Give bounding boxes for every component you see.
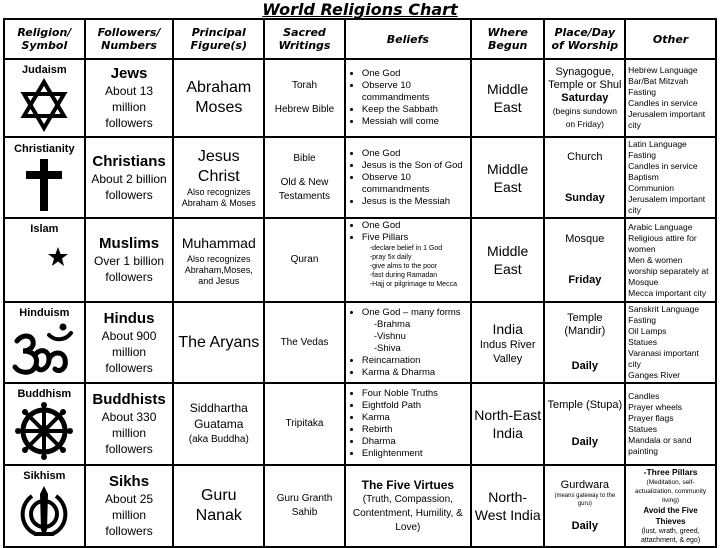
other-item: Prayer flags bbox=[628, 413, 674, 423]
chart-title: World Religions Chart bbox=[262, 0, 458, 19]
belief-item: • Jesus is the Son of God bbox=[362, 160, 468, 172]
followers-count: About 25 million followers bbox=[105, 492, 154, 538]
other-item: Mecca important city bbox=[628, 287, 707, 298]
other-item: Varanasi important city bbox=[628, 348, 699, 369]
belief-item: • Rebirth bbox=[362, 424, 468, 436]
other-item: Avoid the Five Thieves bbox=[643, 506, 698, 526]
belief-item: • Four Noble Truths bbox=[362, 388, 468, 400]
writings-cell bbox=[264, 383, 345, 465]
other-item: Statues bbox=[628, 337, 657, 347]
worship-place: Gurdwara bbox=[560, 479, 609, 491]
worship-place: Mosque bbox=[565, 233, 605, 245]
followers-count: About 330 million followers bbox=[101, 410, 157, 456]
other-item: Baptism bbox=[628, 172, 659, 182]
worship-cell bbox=[544, 59, 625, 137]
other-item: Hebrew Language bbox=[628, 65, 698, 75]
pillar-item: -declare belief in 1 God bbox=[369, 245, 443, 252]
pillar-item: -give alms to the poor bbox=[369, 263, 438, 270]
other-item: (lust, wrath, greed, attachment, & ego) bbox=[641, 528, 701, 544]
god-item: -Vishnu bbox=[373, 330, 406, 342]
belief-item: • Dharma bbox=[362, 436, 468, 448]
other-item: Oil Lamps bbox=[628, 326, 667, 336]
begun-cell: North-East India bbox=[471, 383, 545, 465]
followers-cell bbox=[85, 465, 174, 547]
pillar-item: -Hajj or pilgrimage to Mecca bbox=[369, 281, 457, 288]
belief-item: • One God bbox=[362, 220, 468, 232]
worship-day: Daily bbox=[571, 360, 598, 372]
begun-cell: North-West India bbox=[471, 465, 545, 547]
om-icon bbox=[9, 321, 79, 379]
begun-cell: Middle East bbox=[471, 59, 545, 137]
crescent-star-icon bbox=[14, 237, 74, 297]
belief-item: • Keep the Sabbath bbox=[362, 104, 468, 116]
belief-item: • Messiah will come bbox=[362, 116, 468, 128]
religion-cell bbox=[4, 137, 85, 218]
followers-name: Buddhists bbox=[92, 391, 166, 408]
worship-cell bbox=[544, 137, 625, 218]
row-sikhism bbox=[4, 465, 716, 547]
other-item: Religious attire for women bbox=[628, 232, 697, 254]
virtues-cell bbox=[345, 465, 471, 547]
other-item: Communion bbox=[628, 183, 674, 193]
beliefs-cell bbox=[345, 137, 471, 218]
belief-item: • Reincarnation bbox=[362, 355, 468, 367]
beliefs-cell bbox=[345, 218, 471, 302]
writings-cell bbox=[264, 465, 345, 547]
other-cell bbox=[625, 383, 716, 465]
followers-count: About 900 million followers bbox=[101, 328, 157, 375]
header-followers: Followers/ Numbers bbox=[85, 19, 174, 59]
worship-cell bbox=[544, 302, 625, 383]
beliefs-cell bbox=[345, 383, 471, 465]
writing-item: Bible bbox=[293, 152, 316, 164]
worship-cell bbox=[544, 465, 625, 547]
worship-place: Synagogue, Temple or Shul bbox=[548, 65, 622, 91]
other-item: Latin Language bbox=[628, 139, 687, 149]
other-item: Sanskrit Language bbox=[628, 304, 700, 314]
other-item: Candles in service bbox=[628, 98, 698, 108]
header-worship: Place/Day of Worship bbox=[544, 19, 625, 59]
followers-cell bbox=[85, 137, 174, 218]
religion-cell bbox=[4, 383, 85, 465]
writing-item: Quran bbox=[290, 254, 319, 265]
followers-count: About 13 million followers bbox=[105, 84, 154, 130]
other-item: Fasting bbox=[628, 315, 657, 325]
belief-item: • One God bbox=[362, 68, 468, 80]
khanda-icon bbox=[14, 484, 74, 542]
followers-name: Hindus bbox=[103, 309, 155, 327]
pillar-item: -pray 5x daily bbox=[369, 254, 412, 261]
figure-name: Siddhartha Guatama bbox=[189, 401, 248, 431]
religion-cell bbox=[4, 218, 85, 302]
writings-cell bbox=[264, 137, 345, 218]
worship-place: Church bbox=[567, 150, 603, 163]
writing-item: Guru Granth Sahib bbox=[276, 493, 333, 518]
begun-cell: Middle East bbox=[471, 218, 545, 302]
beliefs-cell bbox=[345, 302, 471, 383]
other-item: Men & women worship separately at Mosque bbox=[628, 254, 709, 287]
other-item: Ganges River bbox=[628, 370, 681, 380]
begun-place: India bbox=[492, 320, 523, 337]
figure-cell bbox=[173, 137, 264, 218]
figure-cell: The Aryans bbox=[173, 302, 264, 383]
worship-day: Friday bbox=[568, 274, 602, 286]
header-beliefs: Beliefs bbox=[345, 19, 471, 59]
figure-note: Also recognizes Abraham,Moses, and Jesus bbox=[184, 254, 253, 286]
other-item: Mandala or sand painting bbox=[628, 435, 692, 456]
other-item: Candles bbox=[628, 391, 660, 401]
belief-item: • One God – many forms bbox=[362, 307, 468, 319]
header-figures: Principal Figure(s) bbox=[173, 19, 264, 59]
pillar-item: -fast during Ramadan bbox=[369, 272, 438, 279]
beliefs-cell bbox=[345, 59, 471, 137]
header-begun: Where Begun bbox=[471, 19, 545, 59]
header-writings: Sacred Writings bbox=[264, 19, 345, 59]
worship-place-note: (means gateway to the guru) bbox=[554, 493, 616, 507]
followers-cell bbox=[85, 383, 174, 465]
row-hinduism bbox=[4, 302, 716, 383]
religion-name: Islam bbox=[30, 223, 59, 235]
followers-name: Christians bbox=[92, 152, 166, 170]
begun-cell: Middle East bbox=[471, 137, 545, 218]
figure-cell bbox=[173, 218, 264, 302]
worship-place: Temple (Mandir) bbox=[564, 312, 606, 337]
followers-name: Muslims bbox=[99, 235, 160, 252]
other-item: (Meditation, self-actualization, community living) bbox=[634, 479, 707, 504]
followers-count: Over 1 billion followers bbox=[94, 254, 165, 284]
belief-item: • Observe 10 commandments bbox=[362, 80, 468, 104]
followers-cell bbox=[85, 59, 174, 137]
other-item: Jerusalem important city bbox=[628, 109, 706, 130]
row-christianity bbox=[4, 137, 716, 218]
other-item: Fasting bbox=[628, 87, 657, 97]
religions-table bbox=[3, 18, 717, 548]
writing-item: Hebrew Bible bbox=[274, 104, 335, 115]
followers-cell bbox=[85, 302, 174, 383]
writing-item: Torah bbox=[291, 80, 317, 91]
worship-place: Temple (Stupa) bbox=[547, 399, 623, 411]
figure-note: Also recognizes Abraham & Moses bbox=[181, 186, 256, 208]
followers-count: About 2 billion followers bbox=[91, 171, 167, 202]
other-item: Fasting bbox=[628, 150, 657, 160]
belief-item: • Karma & Dharma bbox=[362, 367, 468, 379]
religion-cell bbox=[4, 302, 85, 383]
writing-item: The Vedas bbox=[280, 336, 329, 348]
header-religion: Religion/ Symbol bbox=[4, 19, 85, 59]
star-of-david-icon bbox=[17, 78, 71, 132]
followers-name: Jews bbox=[110, 65, 148, 82]
writings-cell bbox=[264, 59, 345, 137]
followers-name: Sikhs bbox=[109, 473, 150, 490]
belief-item: • One God bbox=[362, 148, 468, 160]
other-item: -Three Pillars bbox=[643, 467, 698, 477]
figure-cell bbox=[173, 383, 264, 465]
belief-item: • Enlightenment bbox=[362, 448, 468, 460]
worship-day: Daily bbox=[571, 436, 598, 448]
other-item: Bar/Bat Mitzvah bbox=[628, 76, 689, 86]
worship-cell bbox=[544, 383, 625, 465]
virtues-title: The Five Virtues bbox=[361, 478, 455, 492]
dharma-wheel-icon bbox=[15, 402, 73, 460]
religion-name: Judaism bbox=[22, 64, 67, 76]
religion-name: Sikhism bbox=[23, 470, 66, 482]
row-buddhism bbox=[4, 383, 716, 465]
figure-name: Muhammad bbox=[181, 235, 256, 251]
worship-day-note: (begins sundown on Friday) bbox=[552, 105, 617, 129]
religion-name: Buddhism bbox=[17, 388, 72, 400]
begun-cell bbox=[471, 302, 545, 383]
header-other: Other bbox=[625, 19, 716, 59]
other-item: Prayer wheels bbox=[628, 402, 683, 412]
header-row bbox=[4, 19, 716, 59]
other-item: Arabic Language bbox=[628, 221, 693, 232]
god-item: -Shiva bbox=[373, 342, 401, 354]
other-cell bbox=[625, 59, 716, 137]
belief-item: • Observe 10 commandments bbox=[362, 172, 468, 196]
figure-cell: Abraham Moses bbox=[173, 59, 264, 137]
religion-name: Christianity bbox=[14, 142, 75, 155]
religion-cell bbox=[4, 465, 85, 547]
other-cell bbox=[625, 137, 716, 218]
other-cell bbox=[625, 465, 716, 547]
other-cell bbox=[625, 218, 716, 302]
begun-sub: Indus River Valley bbox=[479, 338, 536, 365]
other-item: Candles in service bbox=[628, 161, 698, 171]
worship-day: Saturday bbox=[561, 91, 609, 104]
belief-item: • Eightfold Path bbox=[362, 400, 468, 412]
writings-cell bbox=[264, 302, 345, 383]
worship-day: Sunday bbox=[564, 191, 605, 204]
other-item: Statues bbox=[628, 424, 657, 434]
belief-item: • Jesus is the Messiah bbox=[362, 196, 468, 208]
god-item: -Brahma bbox=[373, 318, 411, 330]
row-islam bbox=[4, 218, 716, 302]
writing-item: Tripitaka bbox=[285, 418, 324, 429]
belief-item: • Five Pillars bbox=[362, 232, 468, 244]
cross-icon bbox=[22, 157, 66, 213]
worship-day: Daily bbox=[571, 520, 598, 532]
row-judaism bbox=[4, 59, 716, 137]
virtues-list: (Truth, Compassion, Contentment, Humility, & Love) bbox=[352, 494, 463, 533]
religion-name: Hinduism bbox=[19, 306, 70, 319]
figure-cell: Guru Nanak bbox=[173, 465, 264, 547]
writing-item: Old & New Testaments bbox=[278, 176, 331, 202]
figure-name: Jesus Christ bbox=[197, 147, 240, 185]
figure-note: (aka Buddha) bbox=[188, 434, 249, 445]
worship-cell bbox=[544, 218, 625, 302]
other-item: Jerusalem important city bbox=[628, 194, 706, 215]
religion-cell bbox=[4, 59, 85, 137]
belief-item: • Karma bbox=[362, 412, 468, 424]
writings-cell bbox=[264, 218, 345, 302]
other-cell bbox=[625, 302, 716, 383]
followers-cell bbox=[85, 218, 174, 302]
